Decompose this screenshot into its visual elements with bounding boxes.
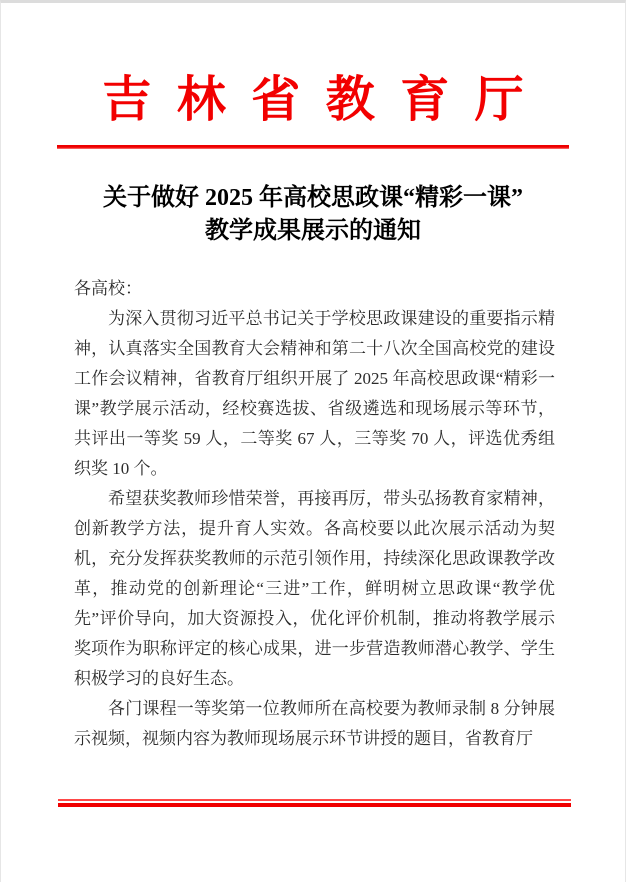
letterhead-separator-line	[57, 145, 569, 149]
body-paragraph-3: 各门课程一等奖第一位教师所在高校要为教师录制 8 分钟展示视频，视频内容为教师现场展示环节讲授的题目，省教育厅	[74, 698, 555, 748]
notice-body	[74, 274, 555, 754]
notice-title	[1, 182, 625, 248]
footer-separator-line	[58, 799, 571, 807]
agency-name: 吉林省教育厅	[102, 72, 550, 127]
letterhead	[1, 73, 625, 149]
body-paragraph-2: 希望获奖教师珍惜荣誉，再接再厉，带头弘扬教育家精神，创新教学方法，提升育人实效。各高校要以此次展示活动为契机，充分发挥获奖教师的示范引领作用，持续深化思政课教学改革，推动党的创新理论“三进”工作，鲜明树立思政课“教学优先”评价导向，加大资源投入，优化评价机制，推动将教学展示奖项作为职称评定的核心成果，进一步营造教师潜心教学、学生积极学习的良好生态。	[74, 488, 555, 688]
body-paragraph-1: 为深入贯彻习近平总书记关于学校思政课建设的重要指示精神，认真落实全国教育大会精神和第二十八次全国高校党的建设工作会议精神，省教育厅组织开展了 2025 年高校思政课“精彩一课”教学展示活动，经校赛选拔、省级遴选和现场展示等环节，共评出一等奖 59 人，二等奖 67 人，三等奖 70 人，评选优秀组织奖 10 个。	[74, 308, 555, 478]
notice-title-line1: 关于做好 2025 年高校思政课“精彩一课”	[103, 184, 523, 211]
notice-title-line2: 教学成果展示的通知	[205, 217, 421, 244]
footer-line-thick	[58, 803, 571, 807]
salutation: 各高校：	[74, 278, 142, 298]
